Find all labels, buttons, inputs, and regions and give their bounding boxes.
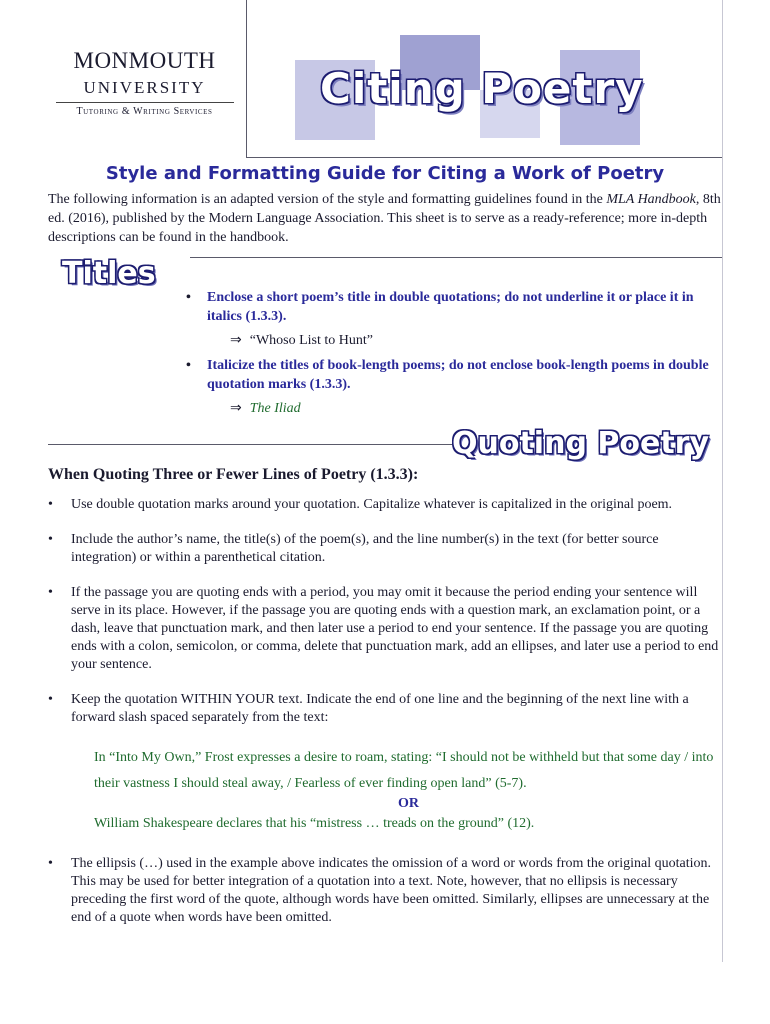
section-heading-quoting: Quoting Poetry <box>452 426 710 461</box>
list-item <box>186 356 721 394</box>
section-heading-titles: Titles <box>62 256 156 291</box>
example-quotation: In “Into My Own,” Frost expresses a desire to roam, stating: “I should not be withheld but that some day / into their vastness I should steal away, / Fearless of ever finding open land” (5-7). <box>94 750 714 791</box>
bullet-text: Keep the quotation WITHIN YOUR text. Indicate the end of one line and the beginning of the next line with a forward slash spaced separately from the text: <box>71 692 689 725</box>
section-divider <box>48 444 458 445</box>
list-item <box>186 288 721 326</box>
intro-italic: MLA Handbook <box>606 192 696 207</box>
bullet-icon: • <box>48 585 53 600</box>
quoting-bullet-list <box>48 496 723 944</box>
intro-paragraph <box>48 190 728 247</box>
example-text: The Iliad <box>249 401 301 416</box>
list-item <box>48 855 723 927</box>
logo-divider <box>56 102 234 103</box>
section-divider <box>190 257 722 258</box>
banner-title: Citing Poetry <box>320 64 644 113</box>
bullet-text: Use double quotation marks around your quotation. Capitalize whatever is capitalized in the original poem. <box>71 497 673 512</box>
example-quotation: William Shakespeare declares that his “mistress … treads on the ground” (12). <box>94 816 535 831</box>
intro-text: , 8th ed. (2016), published by the Modern Language Association. This sheet is to serve as a ready-reference; more in-depth descriptions can be found in the handbook. <box>48 192 721 245</box>
bullet-text: Enclose a short poem’s title in double quotations; do not underline it or place it in italics (1.3.3). <box>207 290 694 324</box>
bullet-icon: • <box>48 856 53 871</box>
bullet-icon: • <box>48 692 53 707</box>
list-item <box>48 531 723 567</box>
bullet-icon: • <box>48 532 53 547</box>
or-separator: OR <box>398 796 419 811</box>
arrow-icon: ⇒ <box>230 333 242 348</box>
arrow-icon: ⇒ <box>230 401 242 416</box>
bullet-text: Italicize the titles of book-length poems; do not enclose book-length poems in double quotation marks (1.3.3). <box>207 358 709 392</box>
header-frame-left <box>246 0 247 158</box>
example-line <box>186 331 721 350</box>
list-item <box>48 496 723 514</box>
example-line <box>186 399 721 418</box>
header-frame-bottom <box>246 157 722 158</box>
department-name: Tutoring & Writing Services <box>76 106 213 117</box>
intro-text: The following information is an adapted version of the style and formatting guidelines found in the <box>48 192 607 207</box>
bullet-icon: • <box>48 497 53 512</box>
bullet-text: Include the author’s name, the title(s) of the poem(s), and the line number(s) in the text (for better source integration) or within a parenthetical citation. <box>71 532 659 565</box>
bullet-icon: • <box>186 290 191 305</box>
list-item <box>48 584 723 674</box>
subheading: When Quoting Three or Fewer Lines of Poetry (1.3.3): <box>48 466 419 483</box>
bullet-text: If the passage you are quoting ends with a period, you may omit it because the period ending your sentence will serve in its place. However, if the passage you are quoting ends with a question mark, an exclamation point, or a dash, leave that punctuation mark, and then later use a period to end your sentence. If the passage you are quoting ends with a colon, semicolon, or comma, delete that punctuation mark, add an ellipses, and later use a period to end your sentence. <box>71 585 719 672</box>
list-item <box>48 691 723 727</box>
bullet-icon: • <box>186 358 191 373</box>
titles-bullet-list <box>186 288 721 424</box>
page-title: Style and Formatting Guide for Citing a Work of Poetry <box>105 163 665 184</box>
bullet-text: The ellipsis (…) used in the example above indicates the omission of a word or words from the original quotation. This may be used for better integration of a quotation into a text. Note, however, that no ellipsis is necessary preceding the first word of the quote, although words have been omitted. Similarly, ellipses are unnecessary at the end of a quote when words have been omitted. <box>71 856 711 925</box>
university-logo-sub: UNIVERSITY <box>83 78 206 97</box>
university-logo-name: MONMOUTH <box>73 48 216 73</box>
example-text: “Whoso List to Hunt” <box>249 333 373 348</box>
